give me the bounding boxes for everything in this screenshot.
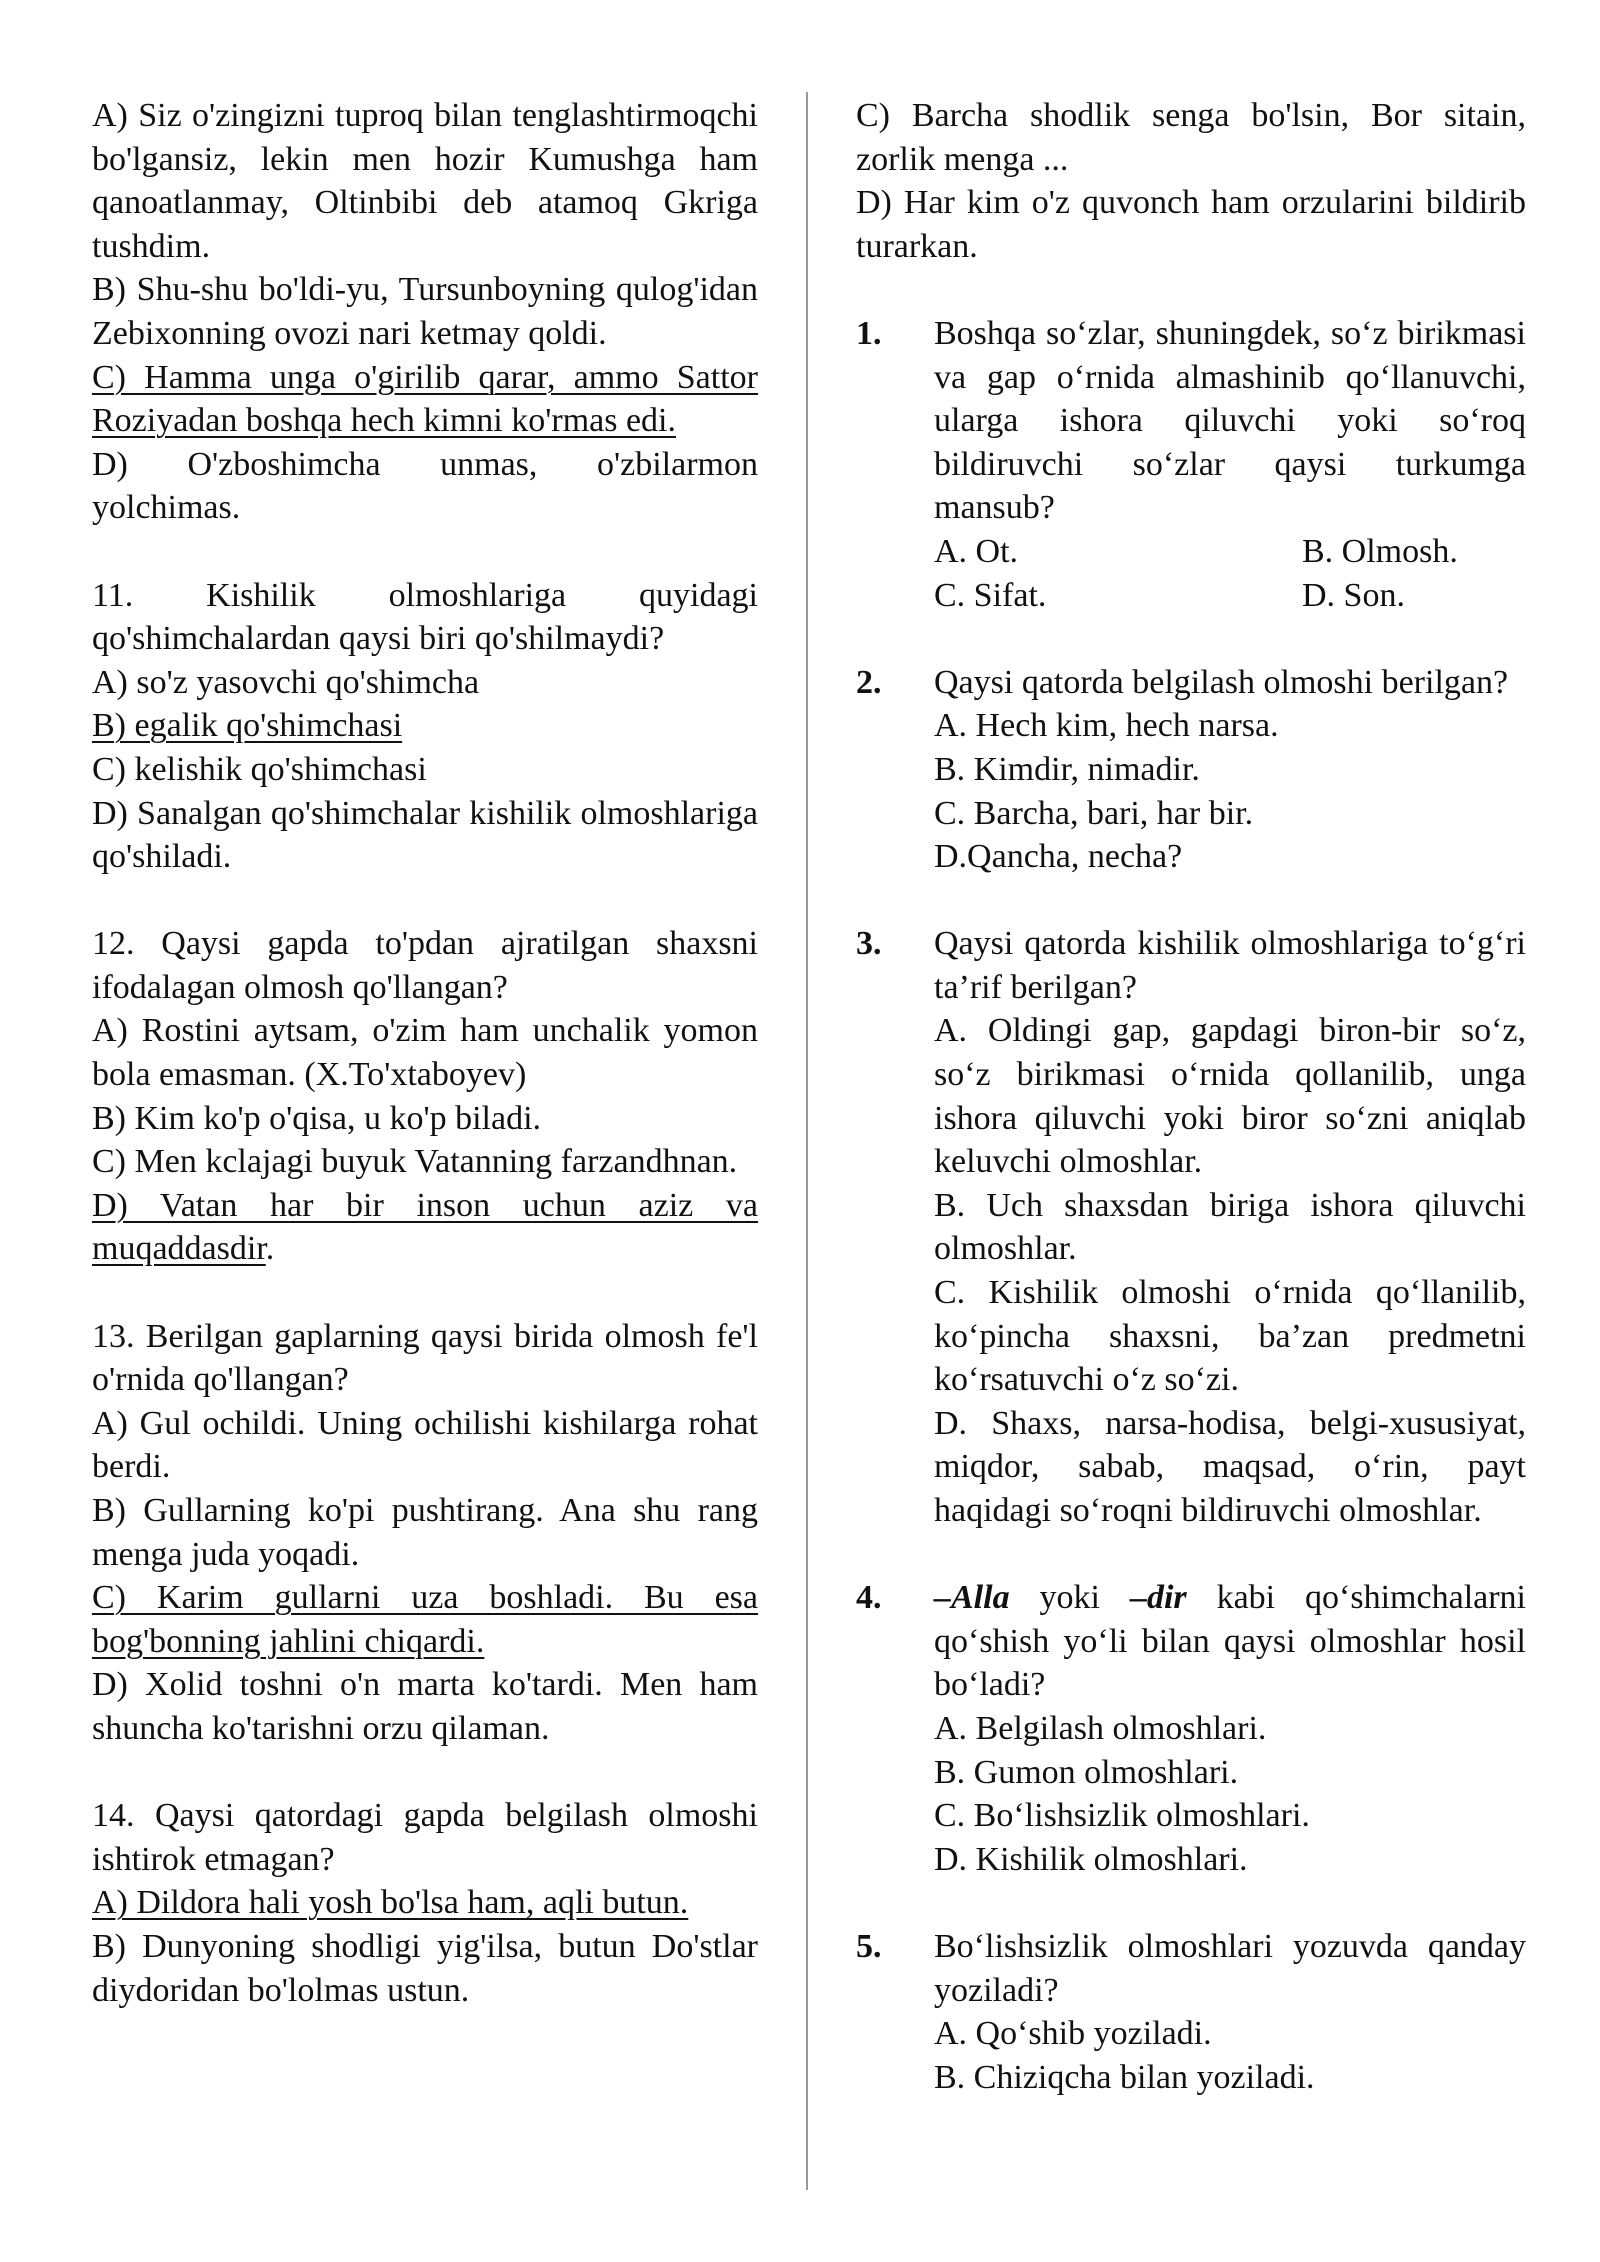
question-number: 2.: [856, 663, 882, 701]
spacer: [92, 1271, 758, 1315]
option-b: B. Olmosh.: [1302, 532, 1458, 570]
option-c-correct: C) Hamma unga o'girilib qarar, ammo Sattor Roziyadan boshqa hech kimni ko'rmas edi.: [92, 358, 758, 440]
option-d: D) Sanalgan qo'shimchalar kishilik olmoshlariga qo'shiladi.: [92, 794, 758, 876]
option-a: A) so'z yasovchi qo'shimcha: [92, 663, 480, 701]
option-b: B. Gumon olmoshlari.: [934, 1753, 1239, 1791]
option-a: A) Gul ochildi. Uning ochilishi kishilarga rohat berdi.: [92, 1404, 758, 1486]
spacer: [92, 1751, 758, 1795]
option-d: D. Shaxs, narsa-hodisa, belgi-xususiyat, miqdor, sabab, maqsad, o‘rin, payt haqidagi so‘roqni bildiruvchi olmoshlar.: [934, 1404, 1526, 1529]
question-text-mid: yoki: [1009, 1579, 1130, 1617]
option-d: D) Xolid toshni o'n marta ko'tardi. Men ham shuncha ko'tarishni orzu qilaman.: [92, 1666, 758, 1747]
option-b: B. Uch shaxsdan biriga ishora qiluvchi olmoshlar.: [934, 1186, 1526, 1268]
option-a: A. Qo‘shib yoziladi.: [934, 2015, 1212, 2053]
option-b: B. Kimdir, nimadir.: [934, 750, 1200, 788]
spacer: [856, 1881, 1526, 1925]
spacer: [856, 879, 1526, 923]
spacer: [92, 879, 758, 923]
spacer: [856, 617, 1526, 661]
question-1: [856, 312, 1526, 617]
option-d: D. Kishilik olmoshlari.: [934, 1840, 1248, 1878]
column-divider: [806, 92, 808, 2190]
suffix-alla: –Alla: [934, 1579, 1010, 1617]
option-a: A. Ot.: [934, 532, 1019, 570]
option-d-text: D) Vatan har bir inson uchun aziz va muqaddasdir: [92, 1186, 758, 1268]
question-body: [934, 661, 1526, 879]
option-c: C. Kishilik olmoshi o‘rnida qo‘llanilib, ko‘pincha shaxsni, ba’zan predmetni ko‘rsatuvchi o‘z so‘zi.: [934, 1274, 1526, 1399]
option-c-correct: C) Karim gullarni uza boshladi. Bu esa bog'bonning jahlini chiqardi.: [92, 1579, 758, 1660]
option-c: C) Men kclajagi buyuk Vatanning farzandhnan.: [92, 1143, 738, 1181]
options-row: [934, 530, 1526, 574]
option-d-correct: [92, 1184, 758, 1271]
question-14: 14. Qaysi qatordagi gapda belgilash olmoshi ishtirok etmagan?: [92, 1797, 758, 1878]
question-body: [934, 1925, 1526, 2099]
question-number: 5.: [856, 1927, 882, 1965]
option-d: D.Qancha, necha?: [934, 838, 1183, 876]
option-b: B. Chiziqcha bilan yoziladi.: [934, 2058, 1315, 2096]
question-12: 12. Qaysi gapda to'pdan ajratilgan shaxsni ifodalagan olmosh qo'llangan?: [92, 925, 758, 1006]
left-column: [92, 94, 758, 2012]
option-a: A) Rostini aytsam, o'zim ham unchalik yomon bola emasman. (X.To'xtaboyev): [92, 1012, 758, 1094]
question-body: [934, 312, 1526, 617]
option-a: A. Hech kim, hech narsa.: [934, 707, 1279, 745]
option-c: C. Barcha, bari, har bir.: [934, 794, 1254, 832]
question-text: [934, 1576, 1526, 1707]
option-a: A) Siz o'zingizni tuproq bilan tenglashtirmoqchi bo'lgansiz, lekin men hozir Kumushga ham qanoatlanmay, Oltinbibi deb atamoq Gkriga tushdim.: [92, 97, 758, 265]
question-5: [856, 1925, 1526, 2099]
option-b: B) Shu-shu bo'ldi-yu, Tursunboyning qulog'idan Zebixonning ovozi nari ketmay qoldi.: [92, 271, 758, 352]
options-row: [934, 574, 1526, 618]
spacer: [92, 530, 758, 574]
suffix-dir: –dir: [1129, 1579, 1187, 1617]
option-d: D. Son.: [1302, 576, 1405, 614]
question-text: Boshqa so‘zlar, shuningdek, so‘z birikmasi va gap o‘rnida almashinib qo‘llanuvchi, ularga ishora qiluvchi yoki so‘roq bildiruvchi so‘zlar qaysi turkumga mansub?: [934, 314, 1526, 527]
question-body: [934, 1576, 1526, 1881]
option-d-period: .: [265, 1230, 275, 1268]
question-11: 11. Kishilik olmoshlariga quyidagi qo'shimchalardan qaysi biri qo'shilmaydi?: [92, 576, 758, 658]
option-a: A. Oldingi gap, gapdagi biron-bir so‘z, so‘z birikmasi o‘rnida qollanilib, unga ishora qiluvchi yoki biror so‘zni aniqlab keluvchi olmoshlar.: [934, 1012, 1526, 1181]
question-body: [934, 922, 1526, 1532]
question-number: 1.: [856, 314, 882, 352]
spacer: [856, 268, 1526, 312]
option-b: B) Gullarning ko'pi pushtirang. Ana shu rang menga juda yoqadi.: [92, 1492, 758, 1573]
option-a: A. Belgilash olmoshlari.: [934, 1709, 1267, 1747]
question-number: 3.: [856, 925, 882, 963]
option-d: D) O'zboshimcha unmas, o'zbilarmon yolchimas.: [92, 445, 758, 527]
option-a-correct: A) Dildora hali yosh bo'lsa ham, aqli butun.: [92, 1884, 689, 1922]
option-b: B) Dunyoning shodligi yig'ilsa, butun Do'stlar diydoridan bo'lolmas ustun.: [92, 1927, 758, 2009]
spacer: [856, 1533, 1526, 1577]
question-3: [856, 922, 1526, 1532]
question-13: 13. Berilgan gaplarning qaysi birida olmosh fe'l o'rnida qo'llangan?: [92, 1317, 758, 1399]
option-c: C) kelishik qo'shimchasi: [92, 750, 427, 788]
question-text: Bo‘lishsizlik olmoshlari yozuvda qanday yoziladi?: [934, 1927, 1526, 2009]
option-c: C) Barcha shodlik senga bo'lsin, Bor sitain, zorlik menga ...: [856, 97, 1526, 178]
option-b: B) Kim ko'p o'qisa, u ko'p biladi.: [92, 1099, 542, 1137]
question-text-rest: kabi qo‘shimchalarni qo‘shish yo‘li bilan qaysi olmoshlar hosil bo‘ladi?: [934, 1579, 1526, 1704]
option-c: C. Bo‘lishsizlik olmoshlari.: [934, 1797, 1310, 1835]
question-number: 4.: [856, 1579, 882, 1617]
question-text: Qaysi qatorda belgilash olmoshi berilgan?: [934, 663, 1509, 701]
question-4: [856, 1576, 1526, 1881]
option-c: C. Sifat.: [934, 576, 1047, 614]
option-d: D) Har kim o'z quvonch ham orzularini bildirib turarkan.: [856, 184, 1526, 265]
question-2: [856, 661, 1526, 879]
question-text: Qaysi qatorda kishilik olmoshlariga to‘g‘ri ta’rif berilgan?: [934, 925, 1526, 1006]
right-column: [856, 94, 1526, 2099]
option-b-correct: B) egalik qo'shimchasi: [92, 707, 403, 745]
